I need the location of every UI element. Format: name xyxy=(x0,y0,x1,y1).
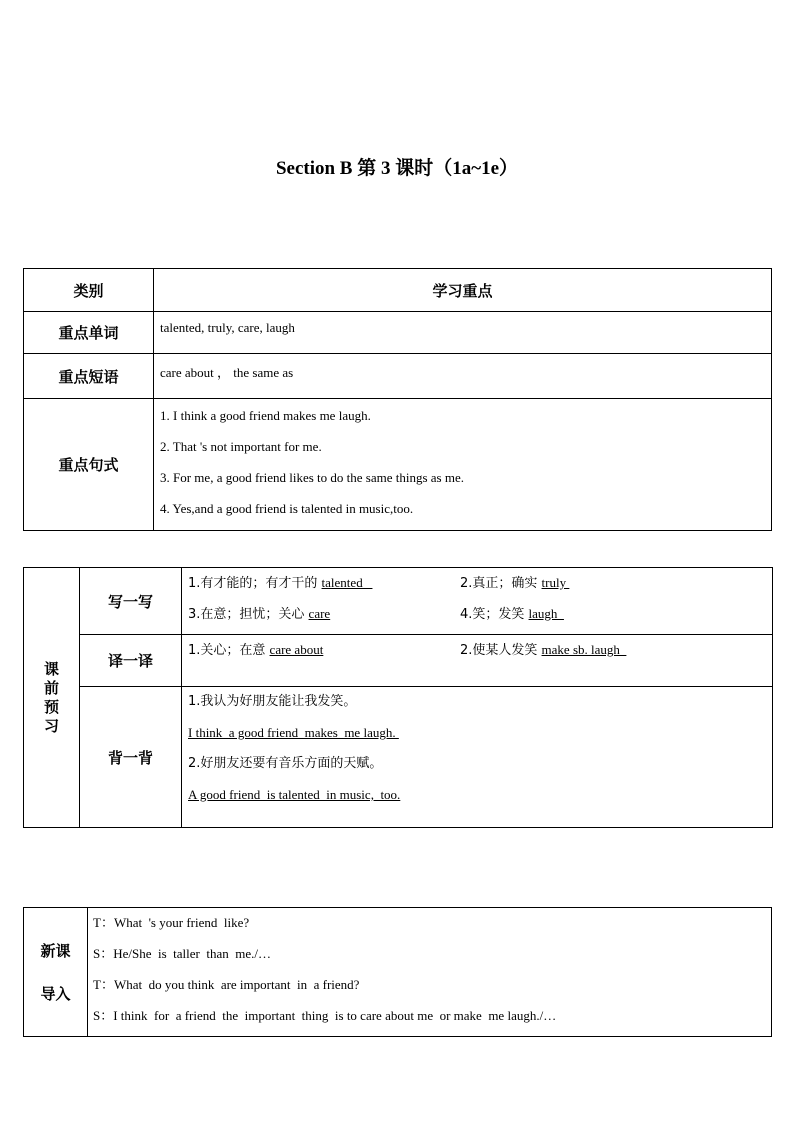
key-words-label: 重点单词 xyxy=(24,312,154,354)
key-points-table xyxy=(23,268,772,531)
write-answer: talented xyxy=(321,575,373,590)
header-focus: 学习重点 xyxy=(154,269,772,312)
header-category: 类别 xyxy=(24,269,154,312)
recite-prompt: 2.好朋友还要有音乐方面的天赋。 xyxy=(188,756,383,771)
dialogue-line: T：What do you think are important in a friend? xyxy=(93,977,360,992)
key-phrases-label: 重点短语 xyxy=(24,354,154,399)
key-sentence: 2. That 's not important for me. xyxy=(160,439,322,454)
write-item: 4.笑；发笑 laugh xyxy=(460,606,564,622)
translate-answer: care about xyxy=(269,642,324,657)
key-phrases-content: care about ， the same as xyxy=(154,354,772,399)
key-sentences-label: 重点句式 xyxy=(24,399,154,531)
key-sentence: 3. For me, a good friend likes to do the same things as me. xyxy=(160,470,465,485)
key-words-content: talented, truly, care, laugh xyxy=(154,312,772,354)
lead-in-table xyxy=(23,907,772,1037)
key-sentence: 4. Yes,and a good friend is talented in music,too. xyxy=(160,501,414,516)
lead-in-label xyxy=(24,908,88,1037)
write-item: 1.有才能的；有才干的 talented xyxy=(188,575,373,591)
dialogue-line: T：What 's your friend like? xyxy=(93,915,250,930)
preview-table xyxy=(23,567,773,828)
recite-answer: A good friend is talented in music, too. xyxy=(188,787,401,802)
key-sentence: 1. I think a good friend makes me laugh. xyxy=(160,408,371,423)
recite-content xyxy=(182,687,773,828)
translate-answer: make sb. laugh xyxy=(541,642,627,657)
lead-in-label-line2: 导入 xyxy=(40,985,71,1003)
write-content xyxy=(182,568,773,635)
write-item: 2.真正；确实 truly xyxy=(460,575,570,591)
write-label: 写一写 xyxy=(80,568,182,635)
translate-label: 译一译 xyxy=(80,635,182,687)
translate-content xyxy=(182,635,773,687)
recite-prompt: 1.我认为好朋友能让我发笑。 xyxy=(188,694,357,709)
write-answer: laugh xyxy=(528,606,564,621)
lead-in-dialogue xyxy=(88,908,772,1037)
key-sentences-content xyxy=(154,399,772,531)
lead-in-label-line1: 新课 xyxy=(40,942,71,960)
dialogue-line: S：He/She is taller than me./… xyxy=(93,946,272,961)
recite-answer: I think a good friend makes me laugh. xyxy=(188,725,399,740)
write-item: 3.在意；担忧；关心 care xyxy=(188,606,331,622)
translate-item: 1.关心；在意 care about xyxy=(188,642,324,658)
recite-label: 背一背 xyxy=(80,687,182,828)
page-title: Section B 第 3 课时（1a~1e） xyxy=(275,158,519,179)
write-answer: care xyxy=(308,606,331,621)
preview-section-label xyxy=(24,568,80,828)
write-answer: truly xyxy=(541,575,570,590)
dialogue-line: S：I think for a friend the important thing is to care about me or make me laugh./… xyxy=(93,1008,557,1023)
translate-item: 2.使某人发笑 make sb. laugh xyxy=(460,642,627,658)
preview-section-text: 课前预习 xyxy=(43,659,59,735)
